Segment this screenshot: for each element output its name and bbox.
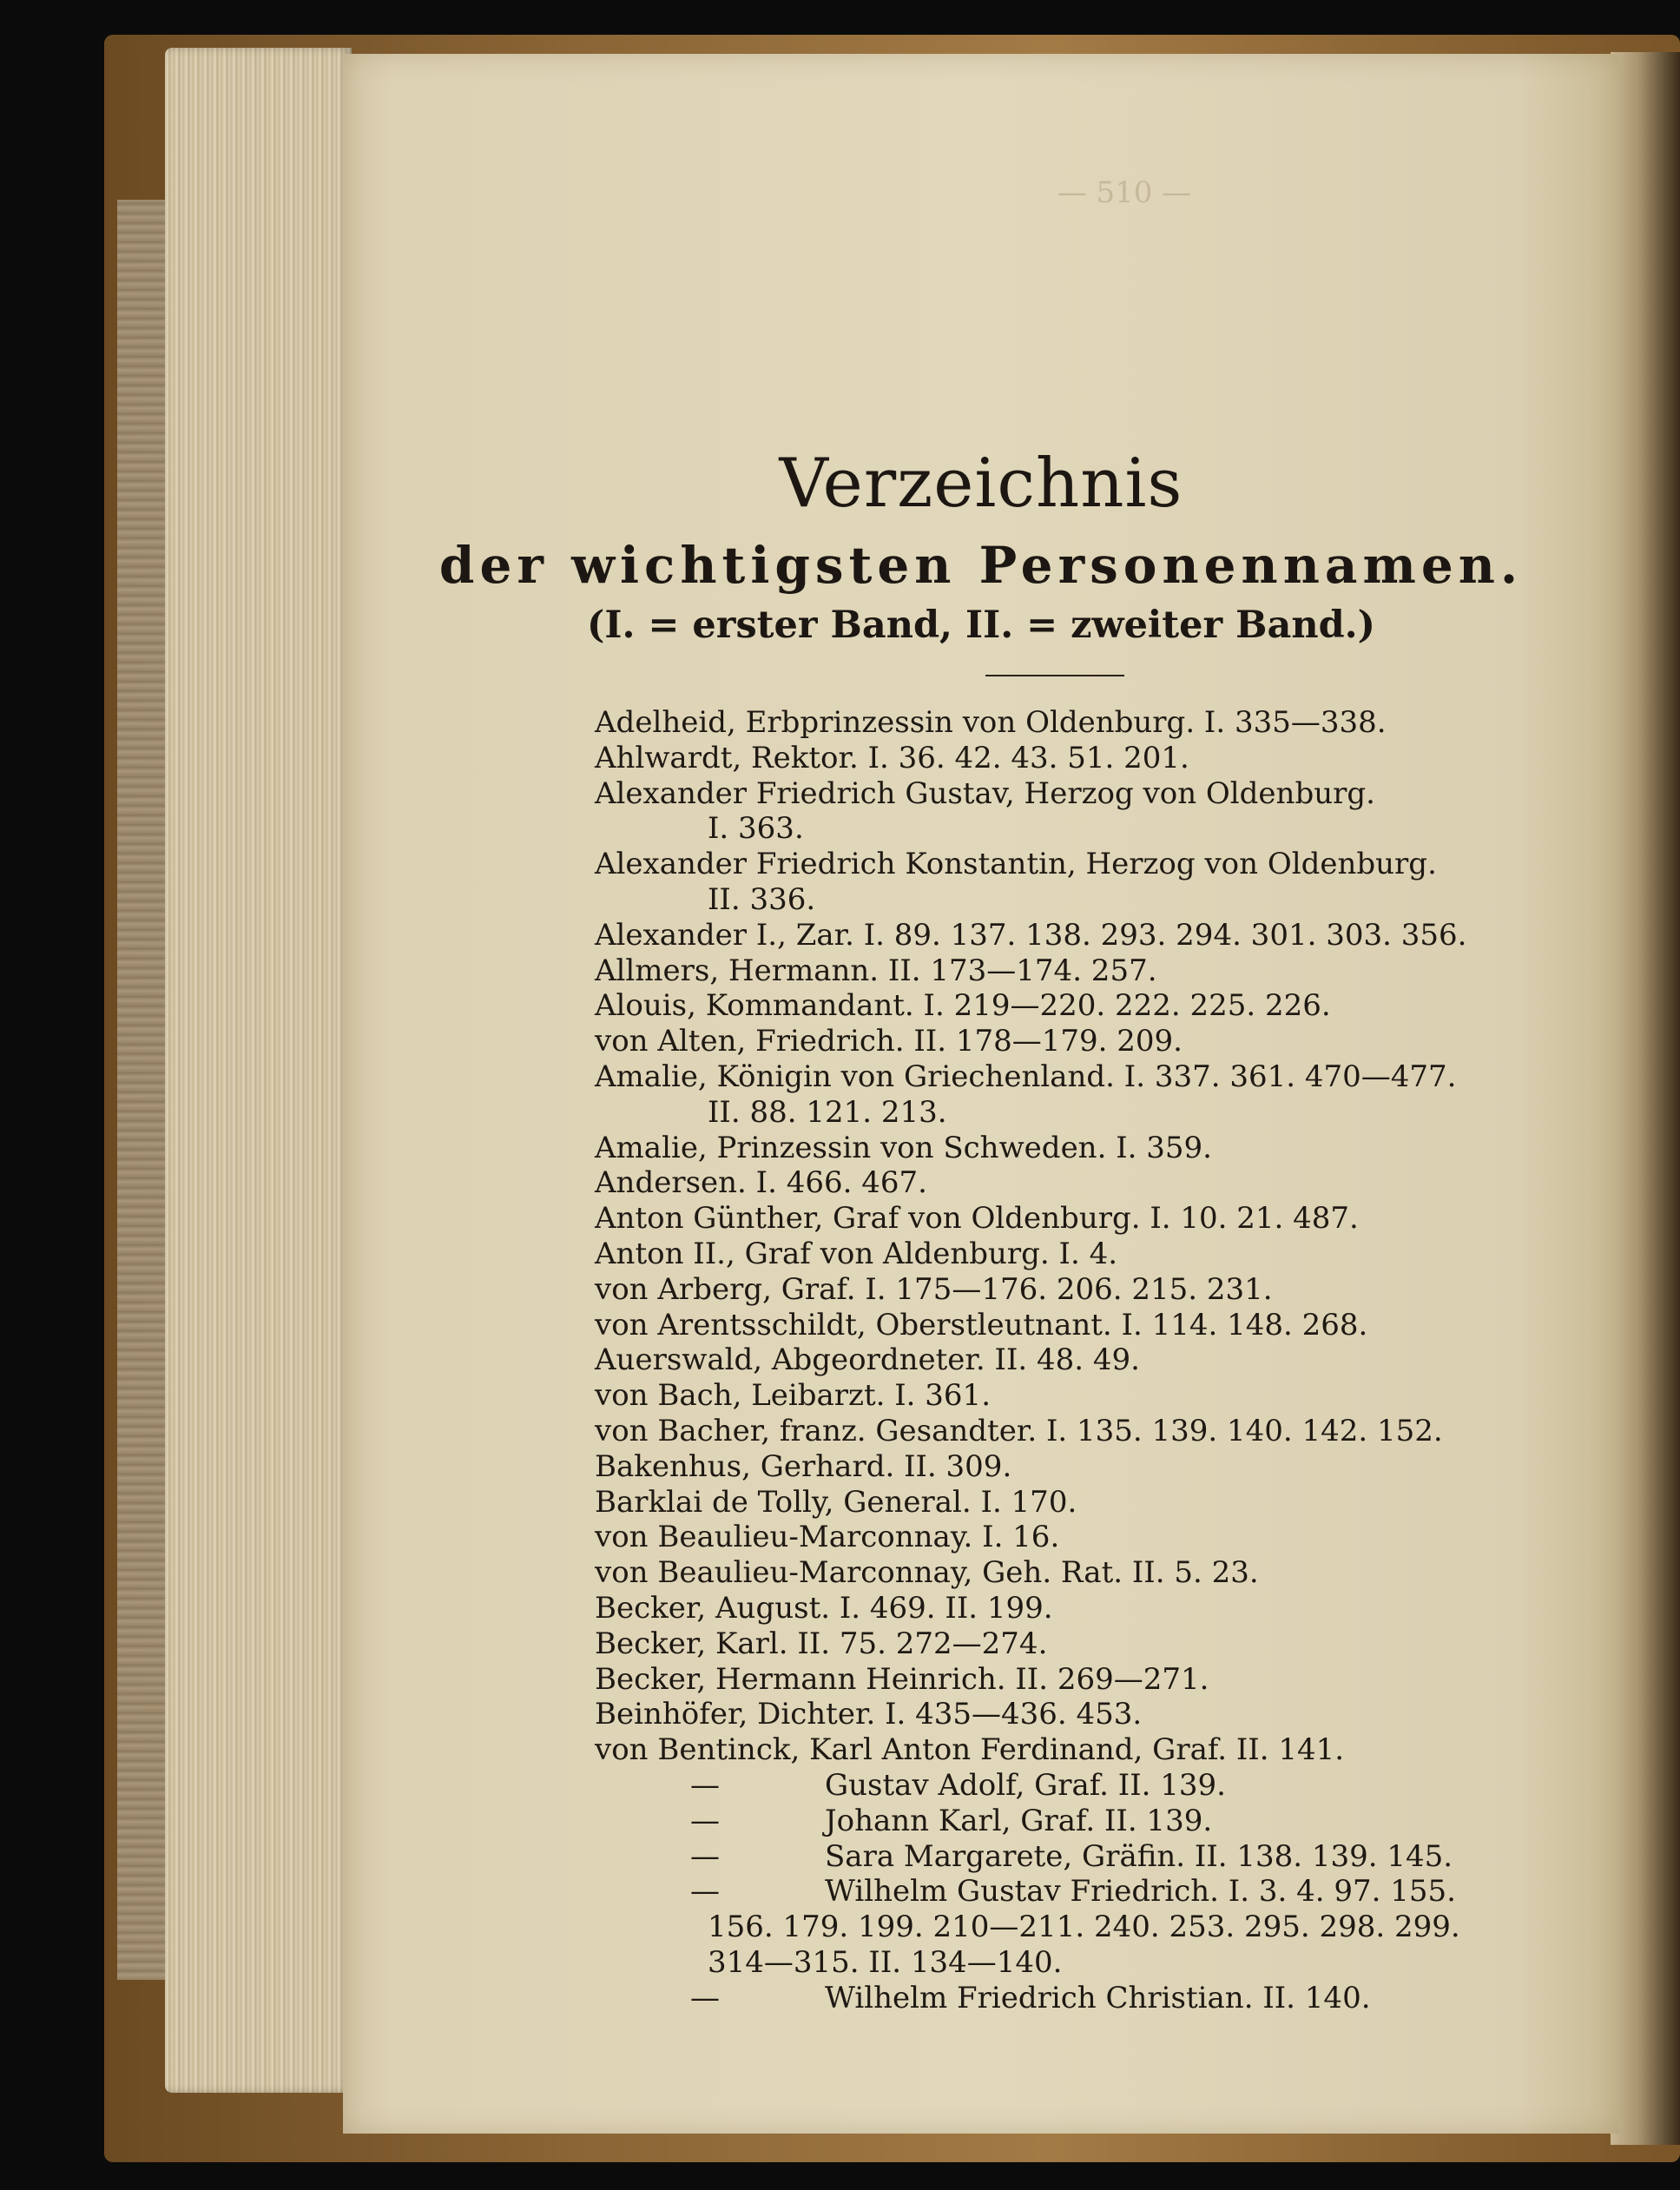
entry-text: Sara Margarete, Gräfin. II. 138. 139. 145.: [825, 1838, 1453, 1874]
index-entry: [595, 1732, 1680, 1768]
entry-text: 314—315. II. 134—140.: [708, 1944, 1063, 1980]
page-title: Verzeichnis: [779, 445, 1183, 523]
index-subentry: [595, 1981, 1680, 2016]
index-entry-continuation: [595, 1095, 1680, 1131]
entry-text: I. 363.: [708, 811, 804, 847]
name-index-list: [595, 705, 1680, 2015]
volume-note: (I. = erster Band, II. = zweiter Band.): [587, 604, 1375, 647]
index-entry: [595, 1237, 1680, 1272]
index-entry: [595, 1591, 1680, 1626]
entry-text: von Bach, Leibarzt. I. 361.: [595, 1378, 991, 1414]
index-entry-continuation: [595, 882, 1680, 918]
index-entry: [595, 1449, 1680, 1485]
entry-text: Bakenhus, Gerhard. II. 309.: [595, 1448, 1012, 1484]
repeat-dash: —: [690, 1767, 720, 1803]
entry-text: II. 88. 121. 213.: [708, 1094, 947, 1130]
entry-text: 156. 179. 199. 210—211. 240. 253. 295. 298. 299.: [708, 1910, 1460, 1945]
entry-text: von Arentsschildt, Oberstleutnant. I. 114. 148. 268.: [595, 1307, 1368, 1342]
entry-text: Johann Karl, Graf. II. 139.: [825, 1803, 1213, 1838]
index-entry-continuation: [595, 811, 1680, 847]
entry-text: von Bacher, franz. Gesandter. I. 135. 139. 140. 142. 152.: [595, 1413, 1443, 1448]
entry-text: Alexander Friedrich Gustav, Herzog von Oldenburg.: [595, 775, 1375, 811]
entry-text: Gustav Adolf, Graf. II. 139.: [825, 1767, 1226, 1803]
entry-text: Anton II., Graf von Aldenburg. I. 4.: [595, 1236, 1118, 1271]
entry-text: Becker, Karl. II. 75. 272—274.: [595, 1626, 1048, 1661]
entry-text: von Arberg, Graf. I. 175—176. 206. 215. 231.: [595, 1271, 1273, 1307]
entry-text: Andersen. I. 466. 467.: [595, 1165, 927, 1201]
entry-text: Anton Günther, Graf von Oldenburg. I. 10. 21. 487.: [595, 1201, 1359, 1237]
index-entry: [595, 705, 1680, 741]
index-entry: [595, 1308, 1680, 1343]
index-entry: [595, 1555, 1680, 1591]
entry-text: Becker, August. I. 469. II. 199.: [595, 1590, 1053, 1626]
entry-text: Wilhelm Friedrich Christian. II. 140.: [825, 1980, 1371, 2015]
index-entry: [595, 1201, 1680, 1237]
page-edges: [165, 48, 352, 2093]
repeat-dash: —: [690, 1803, 720, 1838]
index-subentry: [595, 1874, 1680, 1910]
index-entry: [595, 1662, 1680, 1698]
entry-text: Auerswald, Abgeordneter. II. 48. 49.: [595, 1342, 1140, 1378]
repeat-dash: —: [690, 1838, 720, 1874]
index-entry: [595, 1485, 1680, 1520]
index-entry: [595, 776, 1680, 812]
index-entry: [595, 1378, 1680, 1414]
index-entry: [595, 1520, 1680, 1555]
entry-text: Adelheid, Erbprinzessin von Oldenburg. I. 335—338.: [595, 705, 1387, 740]
entry-text: von Beaulieu-Marconnay, Geh. Rat. II. 5. 23.: [595, 1555, 1259, 1591]
index-entry: [595, 1024, 1680, 1059]
index-subentry: [595, 1839, 1680, 1875]
entry-text: Barklai de Tolly, General. I. 170.: [595, 1484, 1077, 1520]
repeat-dash: —: [690, 1980, 720, 2015]
index-entry-continuation: [595, 1910, 1680, 1945]
index-entry: [595, 1697, 1680, 1732]
entry-text: Alexander I., Zar. I. 89. 137. 138. 293. 294. 301. 303. 356.: [595, 917, 1467, 953]
entry-text: Allmers, Hermann. II. 173—174. 257.: [595, 953, 1157, 988]
index-entry-continuation: [595, 1945, 1680, 1981]
index-entry: [595, 1131, 1680, 1166]
index-entry: [595, 741, 1680, 776]
entry-text: II. 336.: [708, 881, 816, 917]
entry-text: von Beaulieu-Marconnay. I. 16.: [595, 1520, 1060, 1555]
entry-text: Beinhöfer, Dichter. I. 435—436. 453.: [595, 1697, 1143, 1732]
entry-text: Ahlwardt, Rektor. I. 36. 42. 43. 51. 201.: [595, 740, 1189, 775]
index-subentry: [595, 1768, 1680, 1804]
index-entry: [595, 918, 1680, 953]
index-entry: [595, 1165, 1680, 1201]
entry-text: Wilhelm Gustav Friedrich. I. 3. 4. 97. 155.: [825, 1874, 1456, 1910]
index-entry: [595, 1414, 1680, 1449]
index-entry: [595, 1059, 1680, 1095]
entry-text: Alouis, Kommandant. I. 219—220. 222. 225. 226.: [595, 988, 1331, 1024]
entry-text: Amalie, Königin von Griechenland. I. 337. 361. 470—477.: [595, 1059, 1457, 1094]
entry-text: Alexander Friedrich Konstantin, Herzog von Oldenburg.: [595, 847, 1437, 882]
entry-text: von Alten, Friedrich. II. 178—179. 209.: [595, 1024, 1183, 1059]
entry-text: Amalie, Prinzessin von Schweden. I. 359.: [595, 1130, 1212, 1165]
entry-text: von Bentinck, Karl Anton Ferdinand, Graf. II. 141.: [595, 1732, 1345, 1768]
page-number-bleedthrough: — 510 —: [1057, 175, 1192, 210]
index-entry: [595, 1626, 1680, 1662]
title-divider: [985, 675, 1124, 676]
index-entry: [595, 847, 1680, 882]
book-page: [343, 54, 1619, 2134]
index-subentry: [595, 1804, 1680, 1839]
page-subtitle: der wichtigsten Personennamen.: [438, 536, 1524, 595]
repeat-dash: —: [690, 1874, 720, 1910]
index-entry: [595, 1342, 1680, 1378]
index-entry: [595, 988, 1680, 1024]
entry-text: Becker, Hermann Heinrich. II. 269—271.: [595, 1661, 1209, 1697]
index-entry: [595, 953, 1680, 989]
index-entry: [595, 1272, 1680, 1308]
